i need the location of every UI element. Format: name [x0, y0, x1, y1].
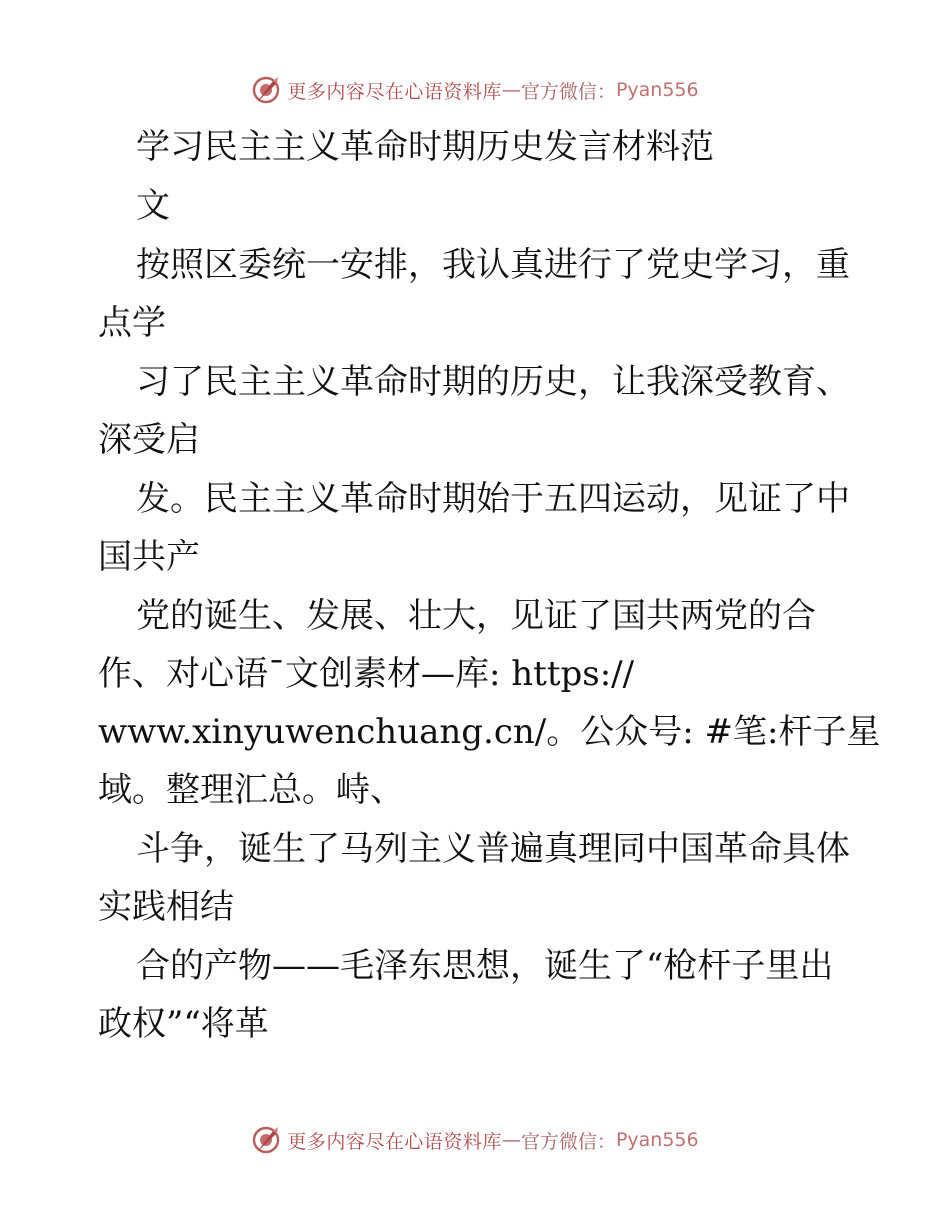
footer-watermark: [0, 1120, 950, 1160]
doc-title-line-1: 学习民主主义革命时期历史发言材料范: [136, 127, 714, 167]
doc-line: 深受启: [98, 420, 200, 460]
doc-line: 实践相结: [98, 887, 234, 927]
watermark-wechat-handle: Pyan556: [615, 79, 699, 101]
doc-line: 作、对心语¯文创素材—库: https://: [98, 654, 635, 694]
doc-line: 习了民主主义革命时期的历史，让我深受教育、: [136, 362, 850, 402]
watermark-site-text: 更多内容尽在心语资料库: [287, 80, 502, 103]
watermark-site-text: 更多内容尽在心语资料库: [287, 1130, 502, 1153]
watermark-wechat-handle: Pyan556: [615, 1129, 699, 1151]
doc-line: 政权”“将革: [98, 1004, 269, 1044]
header-watermark: [0, 70, 950, 110]
doc-line: 发。民主主义革命时期始于五四运动，见证了中: [136, 479, 850, 519]
watermark-separator: —: [501, 1129, 521, 1151]
doc-line: 合的产物——毛泽东思想，诞生了“枪杆子里出: [136, 946, 834, 986]
watermark-wechat-label: 官方微信：: [520, 80, 616, 103]
doc-line: 点学: [98, 303, 166, 343]
doc-line: 域。整理汇总。峙、: [98, 770, 404, 810]
doc-line: 斗争，诞生了马列主义普遍真理同中国革命具体: [136, 829, 850, 869]
doc-line: 党的诞生、发展、壮大，见证了国共两党的合: [136, 596, 816, 636]
watermark-separator: —: [501, 79, 521, 101]
watermark-wechat-label: 官方微信：: [520, 1130, 616, 1153]
doc-line: 按照区委统一安排，我认真进行了党史学习，重: [136, 245, 850, 285]
quill-pen-logo-icon: [251, 1125, 281, 1155]
quill-pen-logo-icon: [251, 75, 281, 105]
doc-line: 国共产: [98, 537, 200, 577]
doc-title-line-2: 文: [136, 186, 170, 226]
doc-line: www.xinyuwenchuang.cn/。公众号: #笔:杆子星: [98, 712, 881, 752]
